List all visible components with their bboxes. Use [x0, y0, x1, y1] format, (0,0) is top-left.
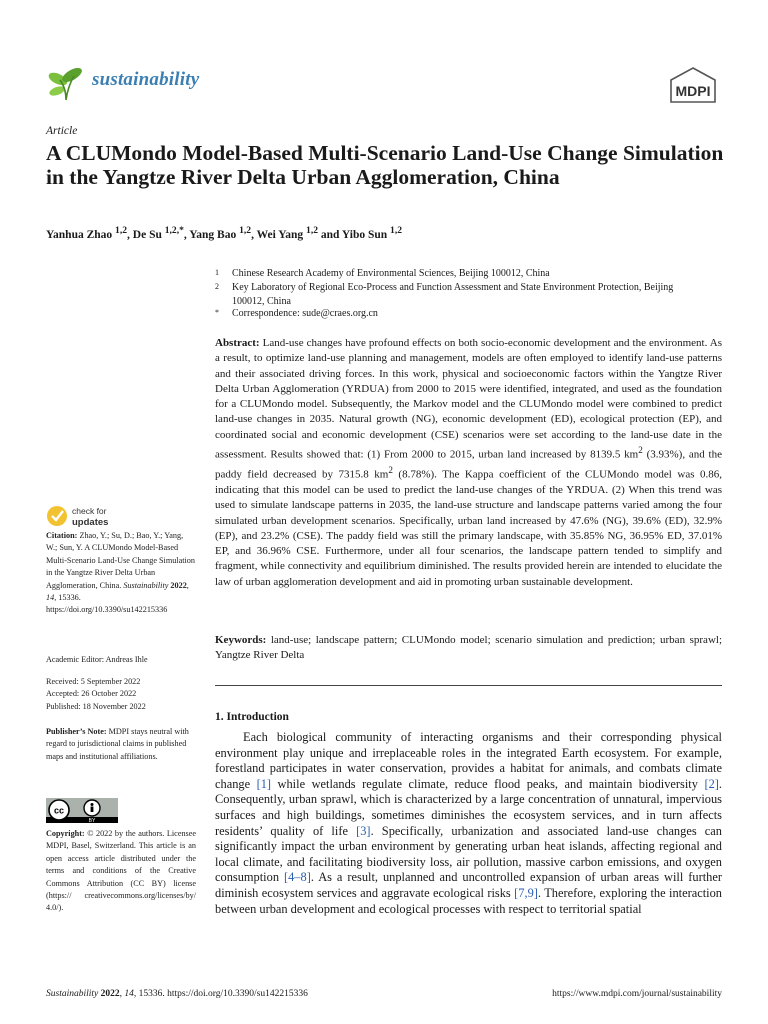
affiliation-1	[215, 267, 550, 281]
reference-link[interactable]: [1]	[256, 776, 272, 791]
citation-journal: Sustainability	[123, 580, 169, 590]
author-affiliation-sup: 1,2	[390, 225, 403, 236]
intro-text-segment: . Therefore, exploring the interaction between urban development and ecological processes with respect to territorial spatial	[215, 885, 722, 916]
author-name[interactable]: De Su	[132, 228, 165, 241]
check-for-label: check for	[72, 506, 107, 516]
introduction-paragraph	[215, 730, 722, 917]
author-affiliation-sup: 1,2,*	[164, 225, 184, 236]
keywords	[215, 633, 722, 664]
journal-leaf-logo	[46, 66, 86, 102]
intro-text-segment: while wetlands regulate climate, reduce flood peaks, and maintain biodiversity	[271, 776, 705, 791]
intro-text-segment: Each biological community of interacting organisms and their corresponding physical environment play unique and irreplaceable roles in the integrated Earth ecosystem. For example, forestland participates in water conservation, provides a habitat for animals, and combats climate change	[215, 730, 722, 791]
reference-link[interactable]: [2]	[704, 776, 719, 791]
author-separator: ,	[127, 228, 133, 241]
intro-text-segment: . Consequently, urban sprawl, which is characterized by a large concentration of unnatural, impervious surfaces and high buildings, sometimes diminishes the ecosystem services, and in turn affects residents’ quality of life	[215, 776, 723, 838]
affiliation-text: Chinese Research Academy of Environmental Sciences, Beijing 100012, China	[232, 268, 550, 279]
author-list	[46, 225, 402, 241]
author-affiliation-sup: 1,2	[239, 225, 252, 236]
correspondence	[215, 307, 378, 321]
author-separator: and	[318, 228, 342, 241]
intro-text-segment: . Specifically, urbanization and associated land-use changes can significantly impact the urban environment by generating urban heat islands, affecting regional and local climate, and facilitating biodiversity loss, air pollution, massive carbon emissions, and oxygen consumption	[215, 823, 722, 885]
by-label: BY	[88, 818, 96, 823]
keywords-text: land-use; landscape pattern; CLUMondo model; scenario simulation and prediction; urban sprawl; Yangtze River Delta	[215, 634, 722, 662]
journal-url[interactable]: https://www.mdpi.com/journal/sustainability	[552, 989, 722, 999]
citation-year: 2022	[170, 580, 187, 590]
abstract-text: (3.93%), and the paddy field decreased by 7315.8 km	[215, 448, 722, 481]
intro-text-segment: . As a result, unplanned and uncontrolled expansion of urban areas will further diminish ecosystem services and aggravate ecological risks	[215, 870, 722, 900]
footer-year: 2022	[100, 989, 120, 999]
cc-icon: cc	[53, 805, 65, 816]
citation-label: Citation:	[46, 531, 78, 540]
abstract-label: Abstract:	[215, 337, 260, 349]
publisher-note-label: Publisher’s Note:	[46, 727, 107, 736]
citation-block: Citation: Zhao, Y.; Su, D.; Bao, Y.; Yang, W.; Sun, Y. A CLUMondo Model-Based Multi-Scenario Land-Use Change Simulation in the Yangtze River Delta Urban Agglomeration, China. Sustainability 2022, 14, 15336. https://doi.org/10.3390/su142215336	[46, 531, 195, 615]
author-affiliation-sup: 1,2	[306, 225, 319, 236]
affiliation-2	[215, 281, 702, 308]
author-separator: ,	[183, 228, 190, 241]
reference-link[interactable]: [4–8]	[283, 870, 311, 885]
author-name[interactable]: Yibo Sun	[341, 228, 391, 241]
author-separator: ,	[251, 228, 257, 241]
journal-name[interactable]: sustainability	[92, 69, 200, 90]
correspondence-marker: *	[215, 308, 219, 317]
citation-volume: 14	[46, 593, 55, 603]
mdpi-logo[interactable]	[666, 67, 720, 103]
publication-dates	[46, 676, 196, 713]
section-divider	[215, 685, 722, 686]
copyright-label: Copyright:	[46, 829, 85, 838]
publisher-note-text: MDPI stays neutral with regard to jurisdictional claims in published maps and institutional affiliations.	[46, 727, 189, 761]
updates-label: updates	[72, 517, 109, 528]
author-name[interactable]: Wei Yang	[256, 228, 307, 241]
copyright-text: © 2022 by the authors. Licensee MDPI, Basel, Switzerland. This article is an open access article distributed under the terms and conditions of the Creative Commons Attribution (CC BY) license (https:// creativecommons.org/licenses/by/ 4.0/).	[46, 829, 196, 913]
superscript: 2	[388, 465, 393, 476]
affiliation-marker: 1	[215, 268, 219, 277]
cc-by-license-badge[interactable]	[46, 798, 118, 823]
affiliation-text: Key Laboratory of Regional Eco-Process and Function Assessment and State Environment Protection, Beijing 100012, China	[232, 282, 674, 307]
paper-title: A CLUMondo Model-Based Multi-Scenario Land-Use Change Simulation in the Yangtze River Delta Urban Agglomeration, China	[46, 141, 724, 189]
footer-doi[interactable]: , 15336. https://doi.org/10.3390/su142215336	[133, 989, 308, 999]
check-for-updates-badge[interactable]	[46, 504, 176, 528]
article-type: Article	[46, 125, 78, 137]
accepted-date: Accepted: 26 October 2022	[46, 689, 137, 699]
reference-link[interactable]: [7,9]	[514, 885, 538, 900]
affiliation-marker: 2	[215, 282, 219, 291]
abstract-text: (8.78%). The Kappa coefficient of the CLUMondo model was 0.86, indicating that this model can be used to predict the land-use changes of the YRDUA. (2) When this trend was used to simulate landscape patterns in 2035, the land-use structure and landscape patterns varied among the four simulated urban development scenarios. Specifically, urban land increased by 47.6% (NG), 39.6% (ED), 32.9% (EP), and 23.2% (CSE). The paddy field was still the primary landscape, with 35.85% NG, 36.95% ED, 37.01% EP, and 36.96% CSE. Furthermore, under all four scenarios, the landscape pattern tended to simplify and fragment, while connectivity and equilibrium diminished. The results provided herein are intended to elucidate the law of urban agglomeration development and aid in promoting urban sustainable development.	[215, 468, 722, 588]
reference-link[interactable]: [3]	[356, 823, 371, 838]
keywords-label: Keywords:	[215, 634, 267, 646]
citation-doi[interactable]: , 15336. https://doi.org/10.3390/su142215336	[46, 593, 168, 615]
author-name[interactable]: Yang Bao	[189, 228, 240, 241]
superscript: 2	[638, 445, 643, 456]
footer-journal: Sustainability	[46, 989, 99, 999]
publisher-name: MDPI	[675, 83, 711, 99]
footer-volume: 14	[124, 989, 134, 999]
received-date: Received: 5 September 2022	[46, 677, 141, 686]
section-heading: 1. Introduction	[215, 711, 289, 723]
publisher-note	[46, 726, 196, 763]
academic-editor: Academic Editor: Andreas Ihle	[46, 655, 148, 664]
copyright-notice	[46, 828, 196, 915]
correspondence-text[interactable]: Correspondence: sude@craes.org.cn	[232, 308, 378, 319]
abstract	[215, 336, 722, 590]
citation-text: Zhao, Y.; Su, D.; Bao, Y.; Yang, W.; Sun, Y. A CLUMondo Model-Based Multi-Scenario Land-Use Change Simulation in the Yangtze River Delta Urban Agglomeration, China.	[46, 531, 195, 590]
attribution-icon	[91, 803, 94, 806]
abstract-text: Land-use changes have profound effects on both socio-economic development and the environment. As a result, to optimize land-use planning and management, models are often employed to identify land-use patterns and their associated driving forces. In this work, physical and socioeconomic factors within the Yangtze River Delta Urban Agglomeration (YRDUA) from 2000 to 2015 were identified, integrated, and used as the foundation for a CLUMondo model. Subsequently, the Markov model and the CLUMondo model were combined to predict land-use changes in 2035. Natural growth (NG), economic development (ED), ecological protection (EP), and coordinated social and economic development (CSE) scenarios were set according to the land-use date in the assessment. Results showed that: (1) From 2000 to 2015, urban land increased by 8139.5 km	[215, 337, 722, 461]
author-affiliation-sup: 1,2	[115, 225, 128, 236]
published-date: Published: 18 November 2022	[46, 701, 146, 711]
author-name[interactable]: Yanhua Zhao	[46, 228, 116, 241]
footer-citation: Sustainability 2022, 14, 15336. https://doi.org/10.3390/su142215336	[46, 989, 308, 999]
